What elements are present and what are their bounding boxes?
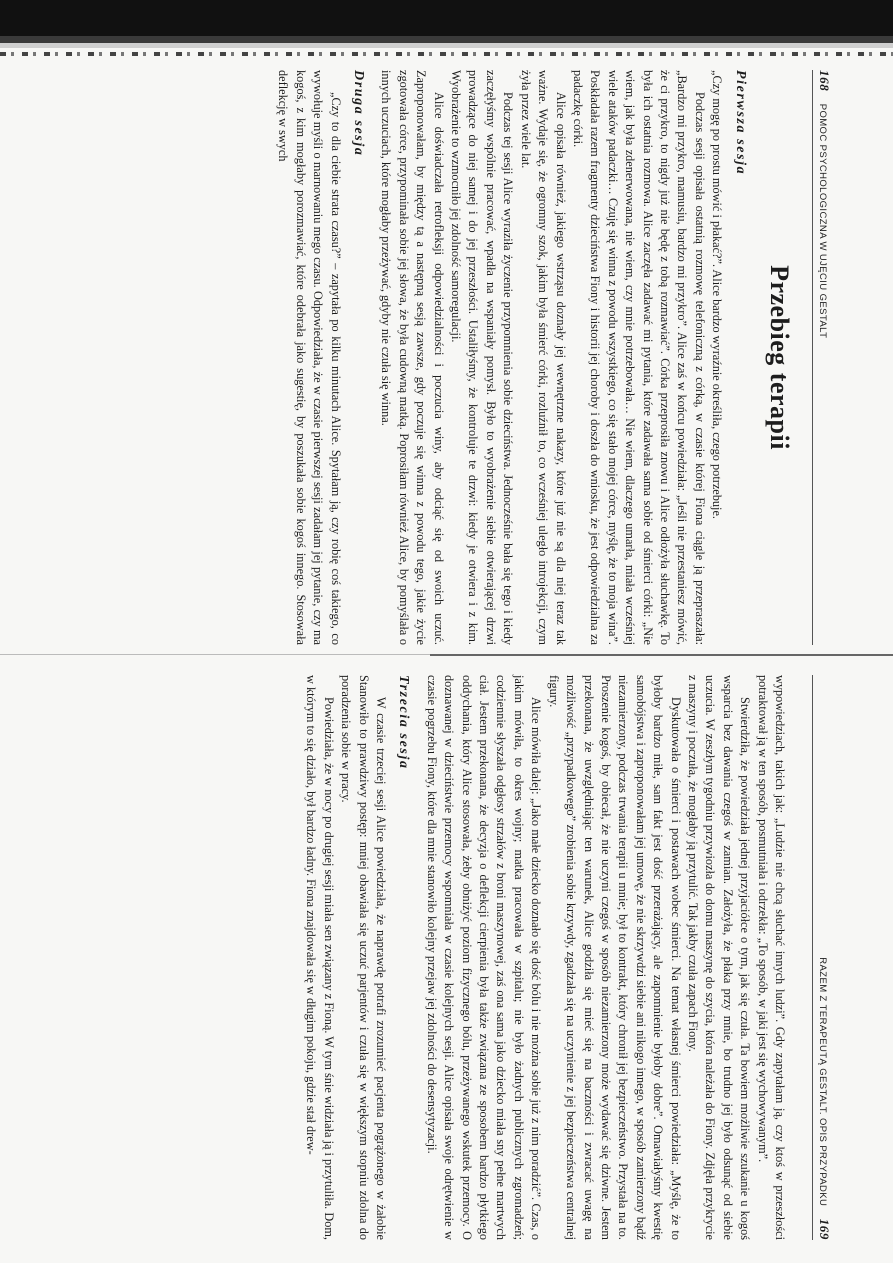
section-heading-druga-sesja: Druga sesja	[351, 70, 367, 157]
paragraph: Podczas sesji opisała ostatnią rozmowę telefoniczną z córką, w czasie której Fiona ciągle ją przepraszała: „Bardzo mi przykro, mamusiu, bardzo mi przykro”. Alice zaś w końcu powiedziała: „Jeśli nie przestaniesz mówić, że ci przykro, to nigdy już nie będę z tobą rozmawiać”. Córka przeprosiła znowu i Alice odłożyła słuchawkę. To była ich ostatnia rozmowa. Alice zaczęła zadawać mi pytania, które zadawała sama sobie od śmierci córki: „Nie wiem, jak była zdenerwowana, nie wiem, czy mnie potrzebowała… Nie wiem, dlaczego umarła, miała wcześniej wiele ataków padaczki… Czuję się winna z powodu wszystkiego, co się stało mojej córce, myślę, że to moja wina”. Poskładała razem fragmenty dzieciństwa Fiony i historii jej choroby i doszła do wniosku, że jest odpowiedzialna za padaczkę córki.	[570, 70, 707, 645]
paragraph: Powiedziała, że w nocy po drugiej sesji miała sen związany z Fioną. W tym śnie widziała ją i przytuliła. Dom, w którym to się działo, był bardzo ładny. Fiona znajdowała się w długim pokoju, gdzie stał drew-	[304, 675, 336, 1240]
section-heading-pierwsza-sesja: Pierwsza sesja	[732, 70, 748, 176]
running-head-right-text: RAZEM Z TERAPEUTĄ GESTALT. OPIS PRZYPADKU	[817, 957, 828, 1207]
page-number-left: 168	[817, 70, 832, 92]
left-running-head	[812, 70, 833, 645]
paragraph: „Czy mogę po prostu mówić i płakać?”. Alice bardzo wyraźnie określiła, czego potrzebuje.	[710, 70, 725, 520]
paragraph: Dyskutowała o śmierci i postawach wobec śmierci. Na temat własnej śmierci powiedziała: „Myślę, że to byłoby bardzo miłe, sam fakt jest dość przerażający, ale zapomnienie byłoby dobre”. Omawiałyśmy kwestię samobójstwa i zaproponowałam jej umowę, że nie skrzywdzi siebie ani nikogo innego, w sposób zamierzony bądź niezamierzony, podczas trwania terapii u mnie; był to kontrakt, który chronił jej bezpieczeństwo. Przystała na to. Proszenie kogoś, by obiecał, że nie uczyni czegoś w sposób niezamierzony może wydawać się dziwne. Jestem przekonana, że uwzględniając ten warunek, Alice godziła się mieć się na baczności i zwracać uwagę na możliwość „przypadkowego” zrobienia sobie krzywdy, zgadzała się na uczynienie z jej bezpieczeństwa centralnej figury.	[546, 675, 683, 1240]
paragraph: wypowiedziach, takich jak: „Ludzie nie chcą słuchać innych ludzi”. Gdy zapytałam ją, czy ktoś w przeszłości potraktował ją w ten sposób, posmutniała i odrzekła: „To sposób, w jaki jest się wychowywanym”.	[755, 675, 787, 1240]
paragraph: „Czy to dla ciebie strata czasu?” – zapytała po kilku minutach Alice. Spytałam ją, czy robię coś takiego, co wywołuje myśli o marnowaniu mego czasu. Odpowiedziała, że w czasie pierwszej sesji zadałam jej pytanie, czy ma kogoś, z kim mogłaby porozmawiać, które odebrała jako sugestię, by poszukała sobie kogoś innego. Stosowała deflekcję w swych	[276, 70, 343, 645]
paragraph: Alice doświadczała retrofleksji odpowiedzialności i poczucia winy, aby odciąć się od swoich uczuć. Zaproponowałam, by między tą a następną sesją zawsze, gdy poczuje się winna z powodu tego, jakie życie zgotowała córce, przypominała sobie jej słowa, że była cudowną matką. Poprosiłam również Alice, by pomyślała o innych uczuciach, które mogłaby przeżywać, gdyby nie czuła się winna.	[379, 70, 446, 645]
paragraph: Podczas tej sesji Alice wyraziła życzenie przypomnienia sobie dzieciństwa. Jednocześnie bała się tego i kiedy zaczęłyśmy wspólnie pracować, wpadła na wspaniały pomysł. Było to wyobrażenie siebie otwierającej drzwi prowadzące do niej samej i do jej przeszłości. Ustaliłyśmy, że kontroluje te drzwi: kiedy je otwiera i z kim. Wyobrażenie to wzmocniło jej zdolność samoregulacji.	[449, 70, 516, 645]
right-page	[53, 675, 833, 1240]
paragraph: W czasie trzeciej sesji Alice powiedziała, że naprawdę potrafi zrozumieć pacjenta pogrążonego w żałobie Stanowiło to prawdziwy postęp: mniej obawiała się uczuć parjentów i czuła się w większym stopniu zdolna do poradzenia sobie w pracy.	[339, 675, 389, 1240]
section-heading-trzecia-sesja: Trzecia sesja	[396, 675, 412, 770]
paragraph: Alice opisała również, jakiego wstrząsu doznały jej wewnętrzne nakazy, które już nie są dla niej teraz tak ważne. Wydaje się, że ogromny szok, jakim była śmierć córki, rozluźnił to, co wcześniej uległo introjekcji, czym żyła przez wiele lat.	[518, 70, 568, 645]
left-page	[53, 70, 833, 645]
paragraph: Stwierdziła, że powiedziała jednej przyjaciółce o tym, jak się czuła. Ta bowiem możliwie szukanie u kogoś wsparcia bez dawania czegoś w zamian. Założyła, że płaka przy mnie, bo trudno jej było odsunąć od siebie uczucia. W zeszłym tygodniu przywiozła do domu maszynę do szycia, która należała do Fiony. Zdjęła przykrycie z maszyny i poczuła, że mogłaby ją przytulić. Tak jakby czuła zapach Fiony.	[685, 675, 753, 1240]
paragraph: Alice mówiła dalej: „Jako małe dziecko doznało się dość bólu i nie można sobie już z nim poradzić”. Czas, o jakim mówiła, to okres wojny; matka pracowała w szpitalu; nie było żadnych publicznych zgromadzeń; codziennie słyszała odgłosy strzałów z broni maszynowej, zaś ona sama jako dziecko miała sny pełne martwych ciał. Jestem przekonana, że decyzja o deflekcji cierpienia była także związana ze sposobem bardzo płytkiego oddychania, który Alice stosowała, żeby obniżyć poziom fizycznego bólu, przeżywanego wskutek przemocy. O doznawanej w dzieciństwie przemocy wspomniała w czasie kolejnych sesji. Alice opisała swoje odrętwienie w czasie pogrzebu Fiony, które dla mnie stanowiło kolejny przejaw jej zdolności do desensytyzacji.	[424, 675, 544, 1240]
scan-edge-band	[0, 0, 893, 60]
chapter-title: Przebieg terapii	[765, 265, 794, 450]
right-running-head	[812, 675, 833, 1240]
running-head-left-text: POMOC PSYCHOLOGICZNA W UJĘCIU GESTALT	[817, 103, 828, 339]
page-number-right: 169	[817, 1218, 832, 1240]
rotated-book-spread	[20, 70, 833, 1250]
